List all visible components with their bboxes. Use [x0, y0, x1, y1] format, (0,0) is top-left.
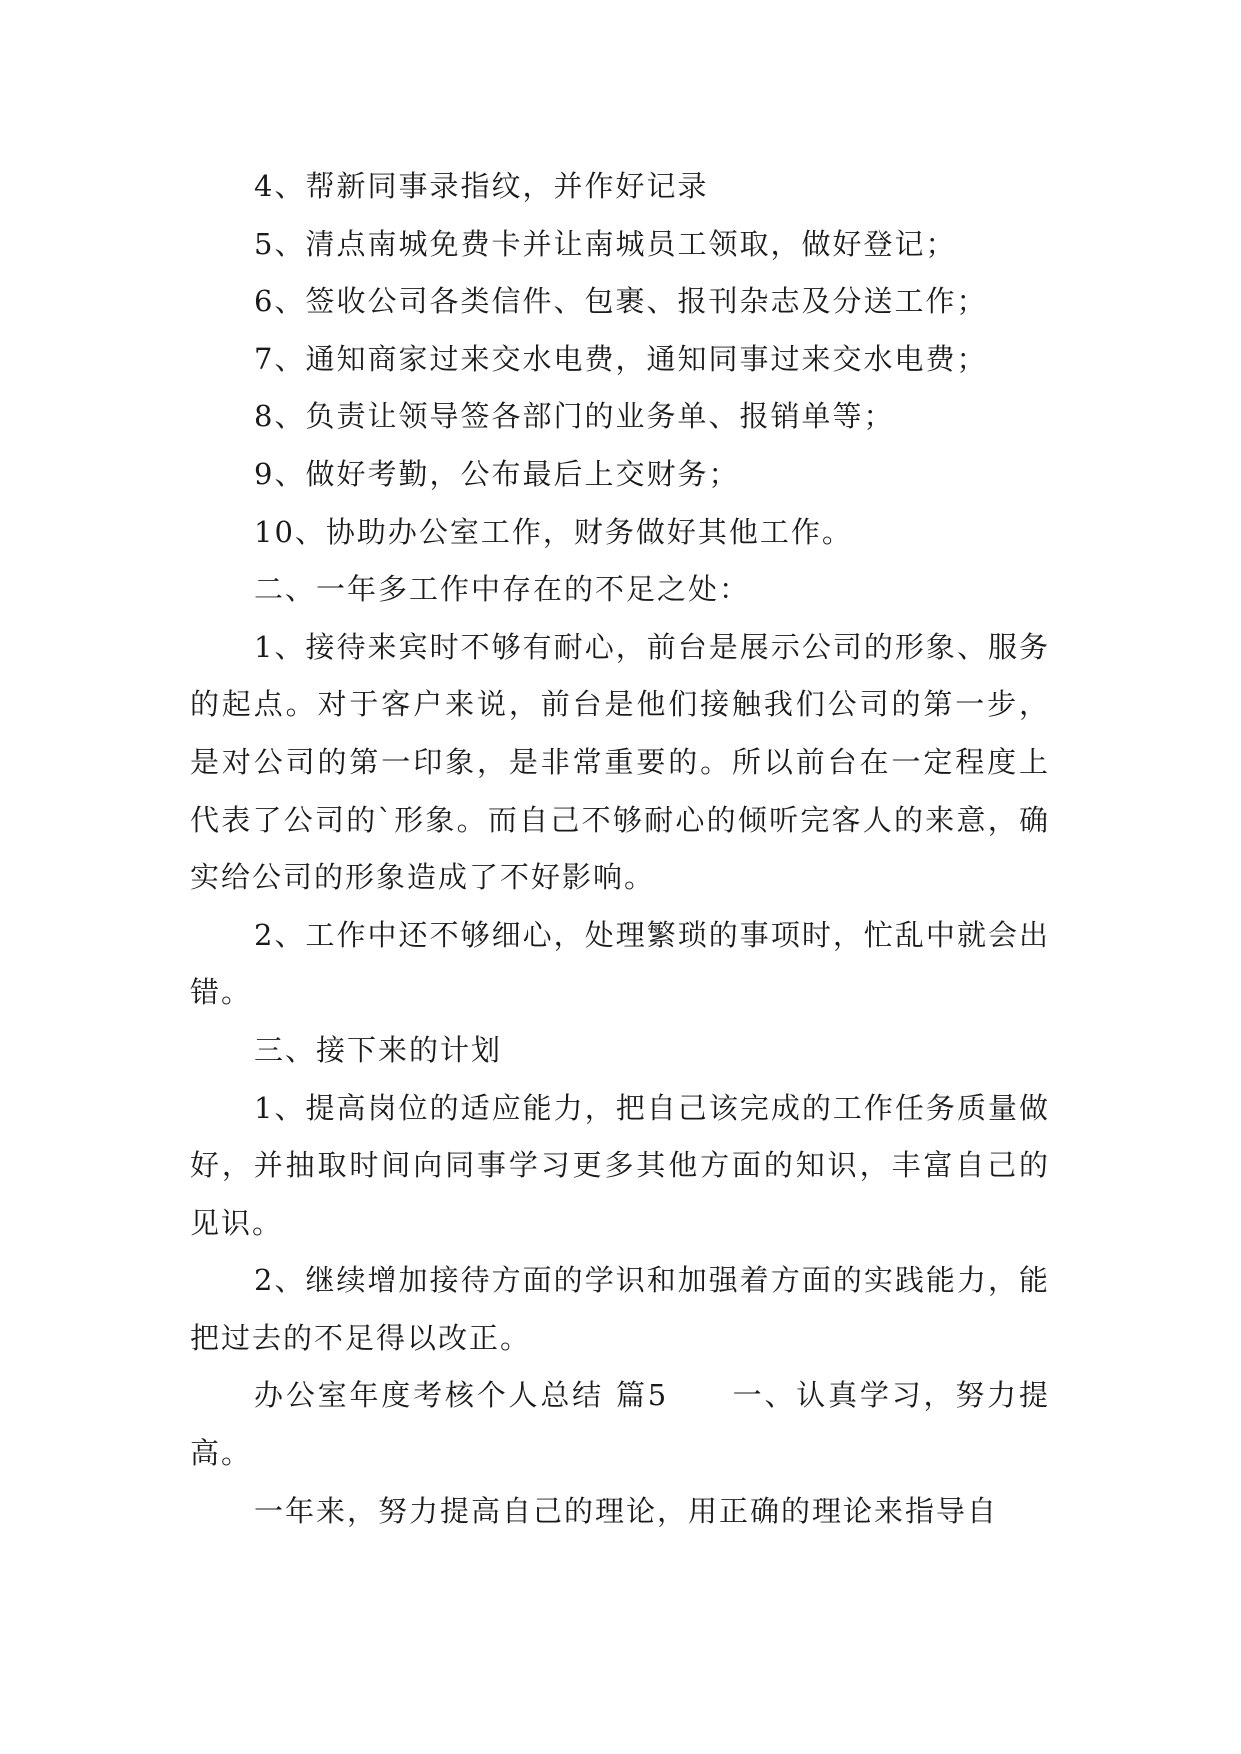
list-item-10: 10、协助办公室工作，财务做好其他工作。 [254, 514, 853, 549]
list-item-7: 7、通知商家过来交水电费，通知同事过来交水电费； [254, 341, 988, 376]
body-paragraph: 一年来，努力提高自己的理论，用正确的理论来指导自 [254, 1493, 999, 1528]
list-item-5: 5、清点南城免费卡并让南城员工领取，做好登记； [254, 226, 957, 261]
list-item-8: 8、负责让领导签各部门的业务单、报销单等； [254, 399, 895, 434]
document-body [190, 158, 1050, 1540]
shortcoming-paragraph-1: 1、接待来宾时不够有耐心，前台是展示公司的形象、服务的起点。对于客户来说，前台是他们接触我们公司的第一步，是对公司的第一印象，是非常重要的。所以前台在一定程度上代表了公司的`形象。而自己不够耐心的倾听完客人的来意，确实给公司的形象造成了不好影响。 [190, 629, 1050, 895]
article-heading: 办公室年度考核个人总结 篇5 一、认真学习，努力提高。 [190, 1378, 1050, 1471]
section-heading-shortcomings: 二、一年多工作中存在的不足之处： [254, 572, 751, 607]
list-item-9: 9、做好考勤，公布最后上交财务； [254, 456, 740, 491]
list-item-6: 6、签收公司各类信件、包裹、报刊杂志及分送工作； [254, 284, 988, 319]
section-heading-plan: 三、接下来的计划 [254, 1032, 503, 1067]
plan-paragraph-1: 1、提高岗位的适应能力，把自己该完成的工作任务质量做好，并抽取时间向同事学习更多其他方面的知识，丰富自己的见识。 [190, 1090, 1050, 1240]
shortcoming-paragraph-2: 2、工作中还不够细心，处理繁琐的事项时，忙乱中就会出错。 [190, 917, 1050, 1010]
plan-paragraph-2: 2、继续增加接待方面的学识和加强着方面的实践能力，能把过去的不足得以改正。 [190, 1263, 1050, 1355]
list-item-4: 4、帮新同事录指纹，并作好记录 [254, 169, 709, 203]
